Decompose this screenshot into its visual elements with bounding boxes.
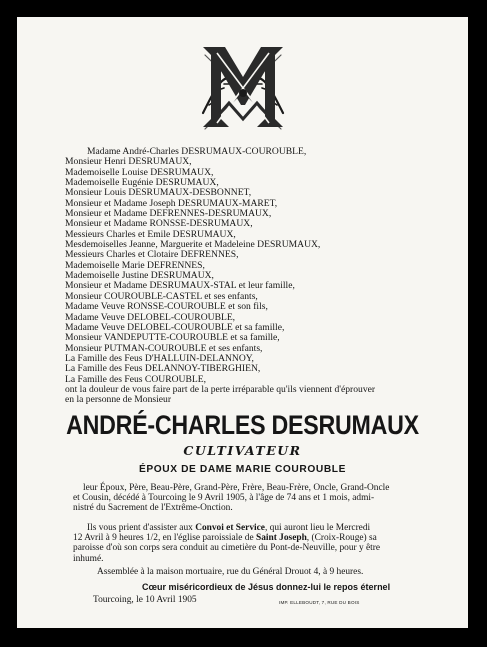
mourner-line: Mademoiselle Marie DEFRENNES,	[65, 259, 205, 271]
notice-line: et Cousin, décédé à Tourcoing le 9 Avril 1905, à l'âge de 74 ans et 1 mois, admi-	[73, 493, 375, 504]
mourner-line: Madame Veuve RONSSE-COUROUBLE et son fils,	[65, 301, 268, 313]
mourner-line: Mademoiselle Eugénie DESRUMAUX,	[65, 177, 219, 189]
church-name: Saint Joseph	[255, 533, 307, 544]
invitation-line	[73, 523, 380, 533]
mourner-line: Mademoiselle Louise DESRUMAUX,	[65, 166, 214, 178]
notice-line: nistré du Sacrement de l'Extrême-Onction.	[73, 503, 233, 514]
mourner-line: La Famille des Feus COUROUBLE,	[65, 373, 206, 385]
invitation-line: paroisse d'où son corps sera conduit au cimetière du Pont-de-Neuville, pour y être	[73, 543, 381, 554]
invitation-line	[73, 533, 380, 543]
mourner-line: Mesdemoiselles Jeanne, Marguerite et Madeleine DESRUMAUX,	[65, 239, 321, 251]
mourner-line: Messieurs Charles et Clotaire DEFRENNES,	[65, 249, 239, 261]
mourners-list	[65, 147, 455, 385]
death-notice-paragraph	[73, 483, 389, 514]
mourner-line: Madame Veuve DELOBEL-COUROUBLE,	[65, 311, 236, 323]
prayer-line: Cœur miséricordieux de Jésus donnez-lui le repos éternel	[142, 582, 391, 592]
mourner-line: Monsieur VANDEPUTTE-COUROUBLE et sa famille,	[65, 332, 280, 344]
intro-line: en la personne de Monsieur	[65, 394, 172, 405]
profession: CULTIVATEUR	[183, 443, 302, 458]
invitation-text: , qui auront lieu le Mercredi	[264, 523, 371, 533]
convoy-service: Convoi et Service	[195, 523, 265, 533]
mourner-line: Madame André-Charles DESRUMAUX-COUROUBLE,	[87, 146, 307, 157]
invitation-text: 12 Avril à 9 heures 1/2, en l'église paroissiale de	[73, 533, 256, 544]
mourner-line: Madame Veuve DELOBEL-COUROUBLE et sa famille,	[65, 321, 285, 333]
mourner-line: Monsieur COUROUBLE-CASTEL et ses enfants,	[65, 290, 258, 302]
assembly-line: Assemblée à la maison mortuaire, rue du Général Drouot 4, à 9 heures.	[97, 567, 364, 577]
invitation-paragraph	[73, 523, 380, 564]
invitation-line: inhumé.	[73, 553, 104, 564]
mourner-line: La Famille des Feus D'HALLUIN-DELANNOY,	[65, 352, 254, 364]
spouse-line: ÉPOUX DE DAME MARIE COUROUBLE	[138, 464, 346, 475]
mourner-line: Mademoiselle Justine DESRUMAUX,	[65, 270, 214, 282]
notice-line: leur Époux, Père, Beau-Père, Grand-Père, Frère, Beau-Frère, Oncle, Grand-Oncle	[83, 483, 390, 493]
mourning-monogram-emblem	[195, 43, 291, 133]
mourner-line: Monsieur et Madame Joseph DESRUMAUX-MARET,	[65, 197, 278, 209]
deceased-name: ANDRÉ-CHARLES DESRUMAUX	[66, 410, 419, 440]
place-date: Tourcoing, le 10 Avril 1905	[93, 595, 197, 605]
funeral-notice	[17, 17, 468, 628]
mourner-line: Messieurs Charles et Emile DESRUMAUX,	[65, 228, 236, 240]
invitation-text: Ils vous prient d'assister aux	[87, 523, 196, 533]
mourner-line: Monsieur et Madame DESRUMAUX-STAL et leur famille,	[65, 280, 295, 292]
printer-mark: IMP. ELLEBOUDT, 7, RUE DU BOIS	[279, 600, 360, 605]
mourner-line: Monsieur Louis DESRUMAUX-DESBONNET,	[65, 187, 252, 199]
mourner-line: La Famille des Feus DELANNOY-TIBERGHIEN,	[65, 363, 261, 375]
mourner-line: Monsieur Henri DESRUMAUX,	[65, 156, 192, 168]
invitation-text: , (Croix-Rouge) sa	[306, 533, 377, 544]
intro-line: ont la douleur de vous faire part de la perte irréparable qu'ils viennent d'éprouver	[65, 384, 376, 395]
mourner-line: Monsieur et Madame DEFRENNES-DESRUMAUX,	[65, 208, 272, 220]
mourner-line: Monsieur PUTMAN-COUROUBLE et ses enfants,	[65, 342, 263, 354]
mourner-line: Monsieur et Madame RONSSE-DESRUMAUX,	[65, 218, 253, 230]
